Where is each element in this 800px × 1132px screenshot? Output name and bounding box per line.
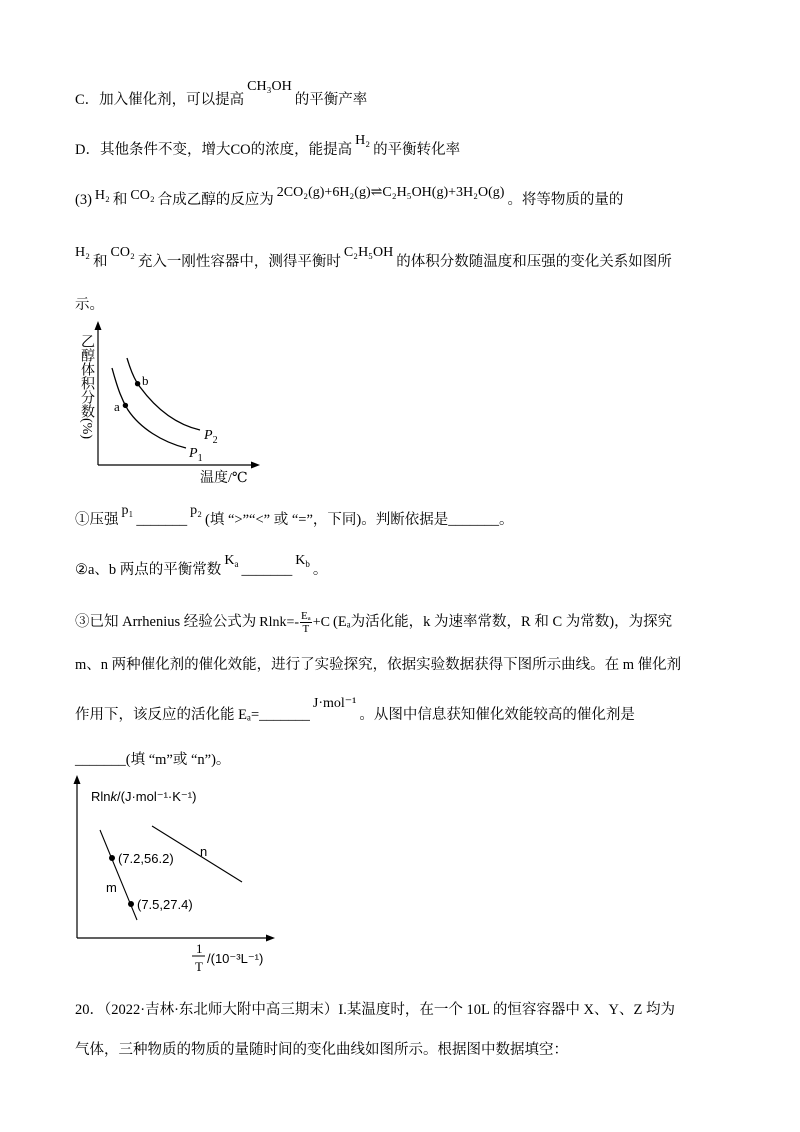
h2-formula: H₂ [75,245,90,260]
q3-line-1 [75,185,624,211]
answer-blank: _______ [136,512,188,528]
h2-formula: H₂ [94,188,110,203]
point-1-label: (7.2,56.2) [118,851,174,866]
sub-question-3-line-2: m、n 两种催化剂的催化效能，进行了实验探究，依据实验数据获得下图所示曲线。在 m 催化剂 [75,657,682,673]
point-1 [109,855,115,861]
q3-line-2-text: 充入一刚性容器中，测得平衡时 [137,254,341,270]
fraction-denominator: T [302,623,310,635]
q20-line-2: 气体，三种物质的物质的量随时间的变化曲线如图所示。根据图中数据填空： [75,1042,568,1058]
q3-label: (3) [75,192,92,208]
point-2-label: (7.5,27.4) [137,897,193,912]
sub3-text-after: (Eₐ为活化能，k 为速率常数，R 和 C 为常数)，为探究 [333,613,673,630]
sub-question-3-line-3 [75,696,635,726]
q3-text-after: 。将等物质的量的 [507,192,624,208]
curve-p2-label: $P_2$ [204,428,218,446]
arrhenius-formula-left: Rlnk=- [259,614,300,630]
graph1-y-axis-label: 乙醇体积分数(%) [79,334,94,439]
q3-text: 合成乙醇的反应为 [157,192,274,208]
sub-question-2 [75,553,328,584]
option-c [75,79,368,111]
option-d-text-after: 的平衡转化率 [373,142,461,158]
curve-p2 [127,358,200,430]
and-text: 和 [93,254,108,270]
methanol-formula: CH₃OH [247,79,292,94]
curve-p1 [112,368,186,448]
p1-symbol: p₁ [121,503,134,518]
sub-question-3-line-1 [75,610,672,635]
hydrogen-formula: H₂ [355,133,371,148]
sub-question-3-line-4: _______(填 “m”或 “n”)。 [75,752,231,768]
y-axis-arrow [95,321,102,330]
curve-p1-label: $P_1$ [189,446,203,464]
option-c-text: C．加入催化剂，可以提高 [75,92,245,108]
sub1-text-after: (填 “>”“<” 或 “=”，下同)。判断依据是_______。 [205,512,514,528]
arrhenius-formula-right: +C [312,614,331,630]
point-b-label: b [142,373,149,388]
sub-question-1 [75,503,514,531]
x-label-denominator: T [195,959,203,974]
q3-line-2 [75,245,672,273]
q3-line-3: 示。 [75,297,104,313]
graph1-x-axis-label: 温度/℃ [200,471,248,486]
ka-symbol: $K_a$ [224,553,239,569]
x-axis-arrow [251,462,260,469]
sub3-line-3-text-after: 。从图中信息获知催化效能较高的催化剂是 [359,707,635,723]
sub2-text-after: 。 [312,562,328,578]
graph2-y-axis-label: Rlnk/(J·mol⁻¹·K⁻¹) [91,789,197,804]
y-axis-arrow [74,775,81,784]
sub2-text: ②a、b 两点的平衡常数 [75,562,222,578]
energy-unit: J·mol⁻¹ [312,696,357,711]
and-text: 和 [112,192,128,208]
reaction-equation: 2CO₂(g)+6H₂(g)⇌C₂H₅OH(g)+3H₂O(g) [276,185,505,200]
point-a-label: a [114,399,120,414]
co2-formula: CO₂ [130,188,155,203]
option-c-text-after: 的平衡产率 [294,92,368,108]
ethanol-volume-fraction-graph [70,320,270,490]
x-axis-arrow [266,935,275,942]
answer-blank: _______ [241,562,293,578]
sub1-text: ①压强 [75,512,119,528]
q20-line-1: 20．（2022·吉林·东北师大附中高三期末）I.某温度时，在一个 10L 的恒容容器中 X、Y、Z 均为 [75,1002,675,1018]
x-label-unit: /(10⁻³L⁻¹) [207,951,264,966]
point-a [123,403,128,408]
line-n-label: n [200,844,208,859]
line-m-label: m [106,880,117,895]
p2-symbol: p₂ [190,503,203,518]
arrhenius-fraction [300,610,312,635]
co2-formula: CO₂ [110,245,135,260]
sub3-line-3-text: 作用下，该反应的活化能 Eₐ=_______ [75,707,310,723]
kb-symbol: $K_b$ [295,553,310,569]
q3-line-2-text-after: 的体积分数随温度和压强的变化关系如图所 [396,254,672,270]
point-2 [128,901,134,907]
arrhenius-graph [60,770,285,980]
option-d [75,133,461,161]
point-b [135,381,140,386]
sub3-text: ③已知 Arrhenius 经验公式为 [75,613,257,630]
option-d-text: D．其他条件不变，增大CO的浓度，能提高 [75,142,353,158]
fraction-numerator: Eₐ [301,610,311,622]
x-label-numerator: 1 [196,941,203,956]
ethanol-formula: C₂H₅OH [343,245,394,260]
